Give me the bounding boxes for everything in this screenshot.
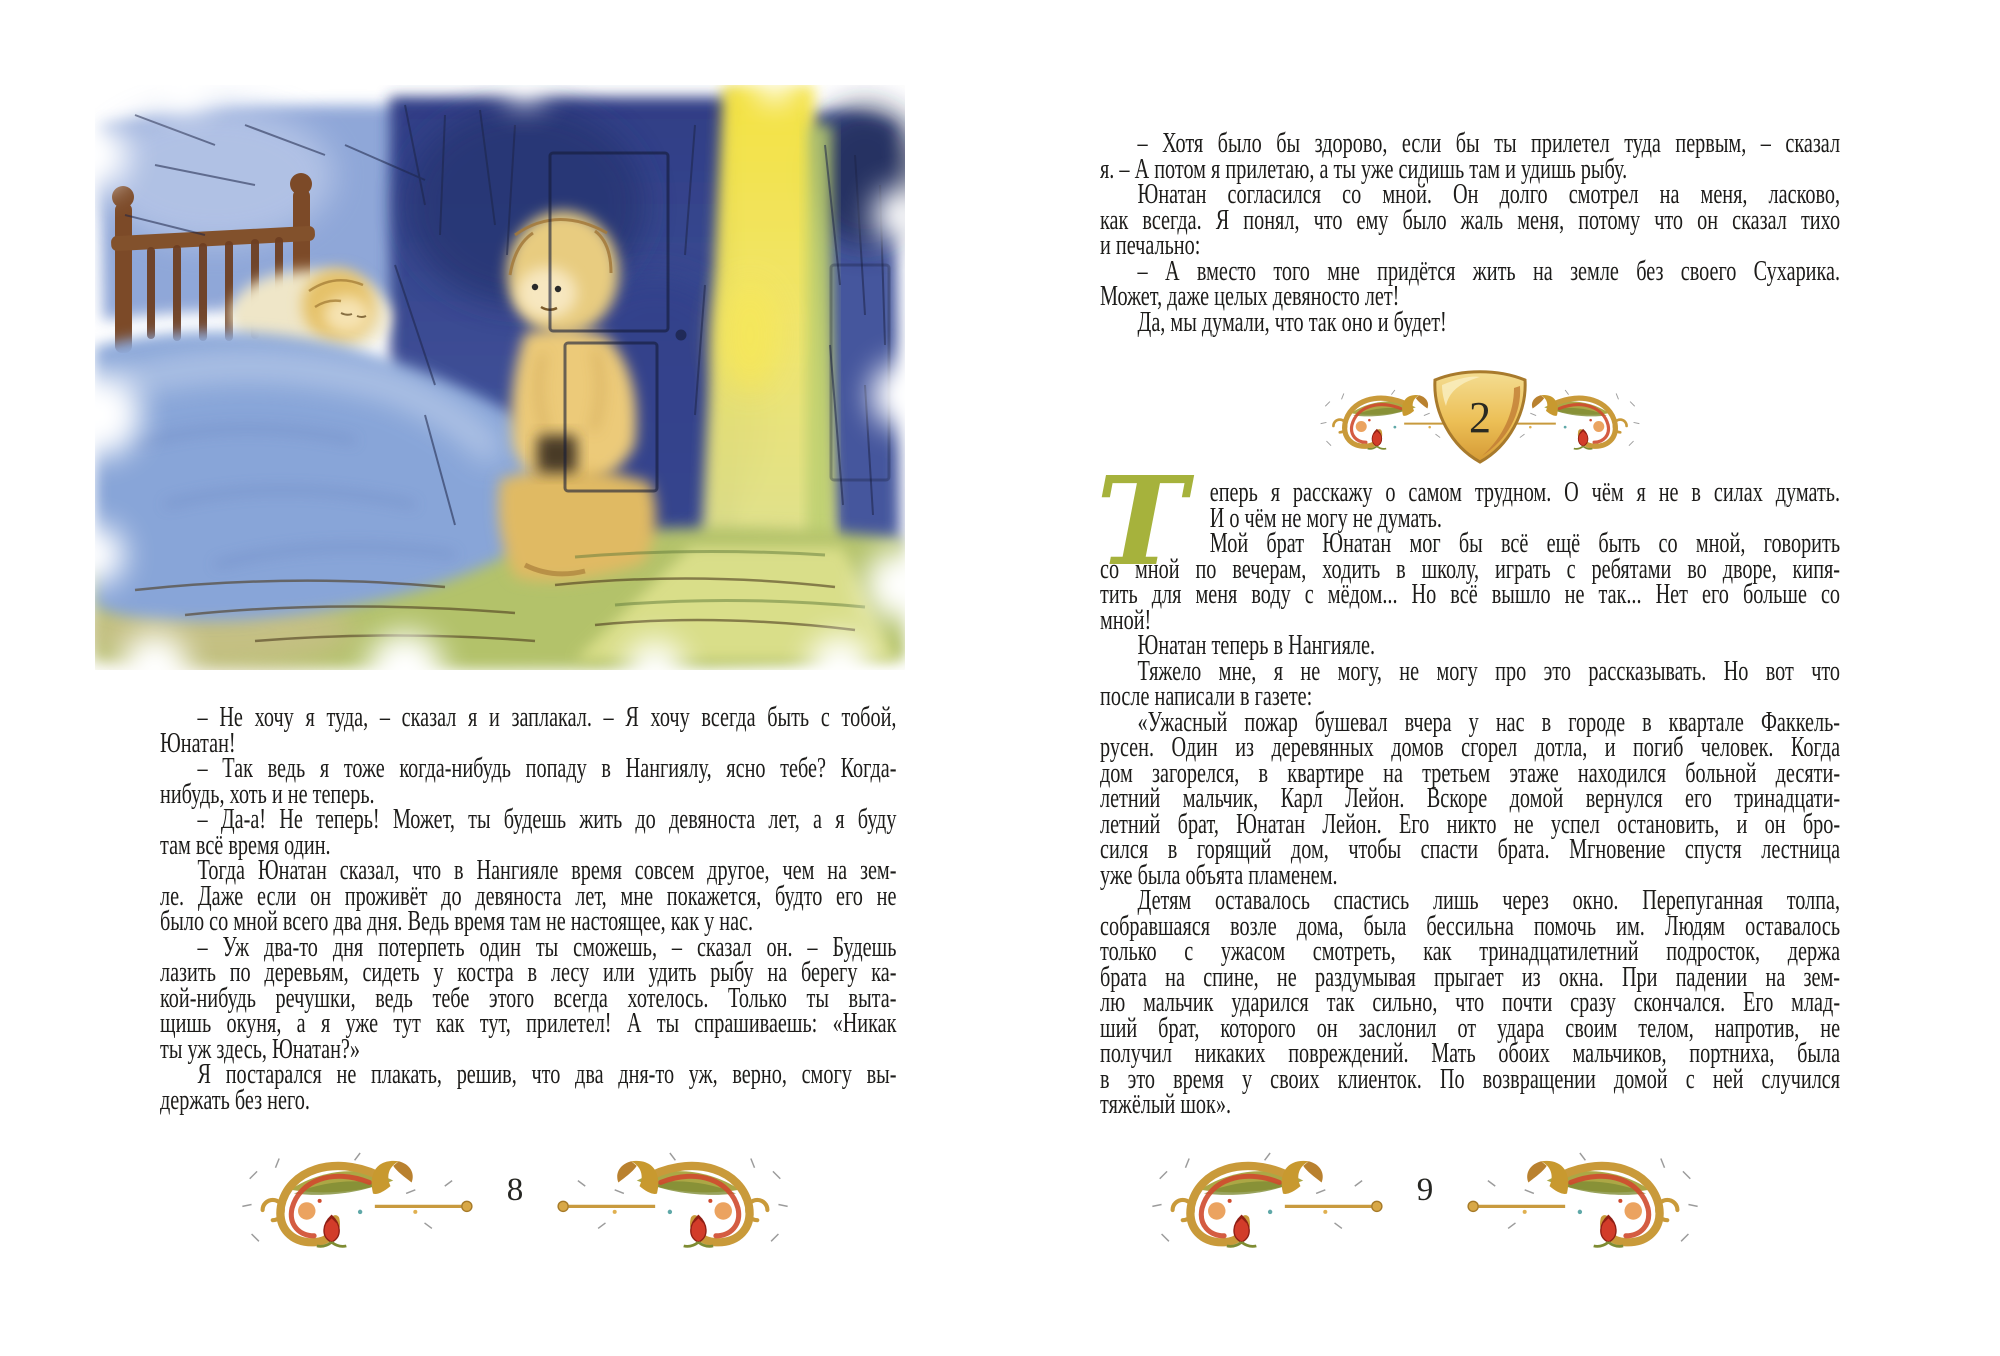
text-line: Детям оставалось спастись лишь через окно. Перепуганная толпа, [1137,885,1841,916]
text-line: после написали в газете: [1100,681,1313,712]
text-line: в это время у своих клиенток. По возвращении домой с ней случился [1100,1063,1841,1095]
text-line: Я постарался не плакать, решив, что два дня-то уж, верно, смогу вы- [197,1059,897,1090]
text-line: и печально: [1100,230,1201,261]
right-page-chapter-text [1100,477,1841,1120]
text-line: как всегда. Я понял, что ему было жаль меня, потому что он сказал тихо [1100,204,1841,236]
text-line: держать без него. [160,1084,310,1116]
text-line: Тяжело мне, я не могу, не могу про это рассказывать. Но вот что [1137,655,1841,687]
text-line: мной! [1100,604,1152,636]
page-number-right: 9 [1416,1172,1434,1208]
text-line: дом загорелся, в квартире на третьем этаже находился больной десяти- [1100,757,1841,789]
text-line: – А вместо того мне придётся жить на земле без своего Сухарика. [1137,255,1841,287]
chapter-number: 2 [1469,393,1491,442]
illustration-bedroom-watercolor [95,85,905,670]
drop-cap-letter: Т [1096,449,1187,593]
text-line: Юнатан теперь в Нангияле. [1137,630,1376,661]
text-line: тяжёлый шок». [1100,1089,1232,1120]
text-line: «Ужасный пожар бушевал вчера у нас в городе в квартале Факкель- [1137,706,1841,738]
text-line: – Да-а! Не теперь! Может, ты будешь жить до девяноста лет, а я буду [197,804,897,835]
right-page-top-text [1100,128,1841,338]
text-line: летний мальчик, Карл Лейон. Вскоре домой вернулся его тринадцати- [1100,783,1841,814]
text-line: лазить по деревьям, сидеть у костра в лесу или удить рыбу на берегу ка- [160,957,897,988]
text-line: тить для меня воду с мёдом... Но всё вышло не так... Нет его больше со [1100,579,1841,610]
sleeping-child [302,269,374,341]
text-line: уже была объята пламенем. [1100,859,1338,891]
text-line: сился в горящий дом, чтобы спасти брата. Мгновение спустя лестница [1100,834,1841,865]
text-line: ты уж здесь, Юнатан?» [160,1033,361,1065]
text-line: – Хотя было бы здорово, если бы ты прилетел туда первым, – сказал [1137,128,1841,159]
text-line: собравшаяся возле дома, была бессильна помочь им. Людям оставалось [1100,910,1841,942]
text-line: еперь я расскажу о самом трудном. О чём я не в силах думать. [1209,477,1841,508]
text-line: щишь окуня, а я уже тут как тут, прилетел! А ты спрашиваешь: «Никак [160,1008,897,1039]
text-line: нибудь, хоть и не теперь. [160,778,375,810]
text-line: И о чём не могу не думать. [1209,502,1442,534]
text-line: – Так ведь я тоже когда-нибудь попаду в Нангиялу, ясно тебе? Когда- [197,753,897,784]
text-line: Тогда Юнатан сказал, что в Нангияле время совсем другое, чем на зем- [197,855,897,886]
text-line: было со мной всего два дня. Ведь время там не настоящее, как у нас. [160,906,754,937]
text-line: брата на спине, не раздумывая прыгает из окна. При падении на зем- [1100,961,1841,993]
text-line: там всё время один. [160,829,331,861]
text-line: Юнатан! [160,727,236,759]
text-line: Может, даже целых девяносто лет! [1100,281,1400,312]
text-line: русен. Один из деревянных домов сгорел дотла, и погиб человек. Когда [1100,732,1841,763]
text-line: Да, мы думали, что так оно и будет! [1137,306,1447,338]
text-line: кой-нибудь речушки, ведь тебе этого всегда хотелось. Только ты выта- [160,982,897,1014]
text-line: я. – А потом я прилетаю, а ты уже сидишь там и удишь рыбу. [1100,153,1628,185]
text-line: Юнатан согласился со мной. Он долго смотрел на меня, ласково, [1137,179,1841,210]
text-line: Мой брат Юнатан мог бы всё ещё быть со мной, говорить [1209,528,1841,559]
text-line: – Уж два-то дня потерпеть один ты сможешь, – сказал он. – Будешь [197,931,897,963]
page-number-left: 8 [506,1172,524,1208]
text-line: со мной по вечерам, ходить в школу, играть с ребятами во дворе, кипя- [1100,553,1841,585]
text-line: только с ужасом смотреть, как тринадцатилетний подросток, держа [1100,936,1841,967]
text-line: летний брат, Юнатан Лейон. Его никто не успел остановить, и он бро- [1100,808,1841,840]
text-line: – Не хочу я туда, – сказал я и заплакал. – Я хочу всегда быть с тобой, [197,702,897,733]
text-line: лю мальчик ударился так сильно, что почти сразу скончался. Его млад- [1100,987,1841,1018]
text-line: получил никаких повреждений. Мать обоих мальчиков, портниха, была [1100,1038,1841,1069]
left-page-text [160,702,897,1116]
text-line: ле. Даже если он проживёт до девяноста лет, мне покажется, будто его не [160,880,897,912]
text-line: ший брат, которого он заслонил от удара своим телом, напротив, не [1100,1012,1841,1044]
